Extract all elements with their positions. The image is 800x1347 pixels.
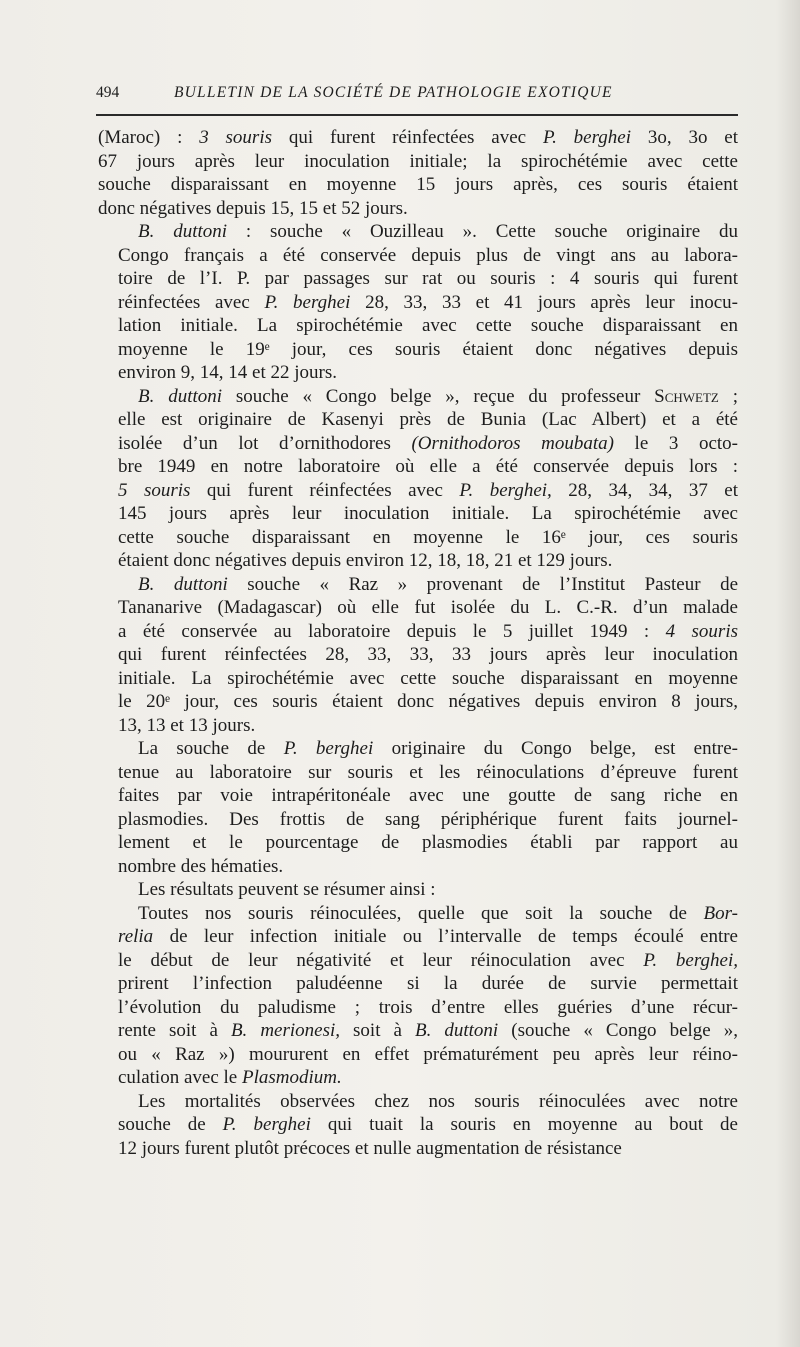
text-segment: (souche « Congo belge », (498, 1020, 739, 1041)
text-line (98, 479, 738, 503)
italic-text: P. berghei (542, 127, 632, 148)
italic-text: 4 souris (665, 620, 738, 642)
text-line (98, 596, 738, 620)
text-segment: Tananarive (Madagascar) où elle fut isolée du L. C.-R. d’un malade (118, 597, 738, 618)
paragraph (98, 737, 738, 878)
text-line (98, 408, 738, 432)
text-line (98, 1137, 738, 1161)
text-line (98, 361, 738, 385)
text-line (98, 126, 738, 150)
text-line (98, 855, 738, 879)
paragraph (98, 878, 738, 902)
text-segment: toire de l’I. P. par passages sur rat ou souris : 4 souris qui furent (118, 268, 738, 289)
text-segment: originaire du Congo belge, est entre- (373, 738, 738, 759)
text-line (98, 808, 738, 832)
text-segment: 13, 13 et 13 jours. (118, 714, 256, 736)
paragraph (98, 220, 738, 385)
text-line (98, 150, 738, 174)
text-segment: a été conservée au laboratoire depuis le 5 juillet 1949 : (118, 620, 666, 642)
text-segment: initiale. La spirochétémie avec cette souche disparaissant en moyenne (118, 667, 738, 689)
text-segment: lement et le pourcentage de plasmodies établi par rapport au (118, 832, 738, 853)
text-line (98, 949, 738, 973)
text-segment: cette souche disparaissant en moyenne le 16ᵉ jour, ces souris (118, 526, 738, 548)
text-segment: qui tuait la souris en moyenne au bout de (310, 1114, 738, 1135)
paragraph (98, 902, 738, 1090)
text-segment: Congo français a été conservée depuis plus de vingt ans au labora- (118, 244, 738, 266)
text-segment: 28, 33, 33 et 41 jours après leur inocu- (350, 291, 738, 313)
page-number: 494 (96, 84, 120, 101)
text-segment: souche disparaissant en moyenne 15 jours après, ces souris étaient (98, 174, 738, 195)
text-line (98, 291, 738, 315)
text-segment: Toutes nos souris réinoculées, quelle que soit la souche de (138, 902, 704, 924)
text-segment: le début de leur négativité et leur réinoculation avec (118, 949, 644, 971)
text-segment: : souche « Ouzilleau ». Cette souche originaire du (227, 221, 738, 242)
italic-text: B. duttoni (138, 221, 228, 242)
italic-text: Bor- (703, 902, 738, 924)
text-segment: plasmodies. Des frottis de sang périphérique furent faits journel- (118, 808, 738, 830)
italic-text: B. duttoni (138, 573, 228, 595)
text-line (98, 1090, 738, 1114)
paragraph (98, 1090, 738, 1161)
text-segment: étaient donc négatives depuis environ 12, 18, 18, 21 et 129 jours. (118, 550, 613, 571)
text-segment: 145 jours après leur inoculation initiale. La spirochétémie avec (118, 503, 738, 524)
text-line (98, 620, 738, 644)
text-segment: tenue au laboratoire sur souris et les réinoculations d’épreuve furent (118, 761, 738, 783)
paragraph (98, 385, 738, 573)
text-line (98, 784, 738, 808)
header-rule (96, 114, 738, 116)
text-line (98, 1019, 738, 1043)
italic-text: B. duttoni (138, 385, 223, 407)
text-line (98, 690, 738, 714)
text-segment: qui furent réinfectées avec (190, 479, 460, 501)
running-title: BULLETIN DE LA SOCIÉTÉ DE PATHOLOGIE EXOTIQUE (174, 84, 613, 101)
text-segment: isolée d’un lot d’ornithodores (118, 432, 412, 454)
text-segment: réinfectées avec (118, 291, 265, 313)
text-line (98, 925, 738, 949)
text-line (98, 761, 738, 785)
text-segment: Les résultats peuvent se résumer ainsi : (138, 879, 436, 900)
italic-text: P. berghei, (459, 479, 552, 501)
text-line (98, 526, 738, 550)
text-segment: 67 jours après leur inoculation initiale; la spirochétémie avec cette (98, 150, 738, 172)
text-segment: (Maroc) : (98, 127, 200, 148)
text-line (98, 831, 738, 855)
text-segment: La souche de (138, 738, 284, 759)
text-segment: soit à (340, 1020, 415, 1041)
text-line (98, 502, 738, 526)
text-line (98, 314, 738, 338)
text-segment: 3o, 3o et (631, 127, 739, 148)
text-line (98, 267, 738, 291)
text-line (98, 902, 738, 926)
text-segment: moyenne le 19ᵉ jour, ces souris étaient donc négatives depuis (118, 338, 738, 360)
text-segment: souche de (118, 1114, 223, 1135)
italic-text: P. berghei (264, 291, 351, 313)
text-segment: souche « Raz » provenant de l’Institut Pasteur de (227, 573, 739, 595)
text-segment: faites par voie intrapéritonéale avec une goutte de sang riche en (118, 785, 738, 806)
paragraph (98, 126, 738, 220)
text-segment: qui furent réinfectées 28, 33, 33, 33 jours après leur inoculation (118, 644, 738, 665)
italic-text: P. berghei, (643, 949, 738, 971)
text-line (98, 455, 738, 479)
text-segment: l’évolution du paludisme ; trois d’entre elles guéries d’une récur- (118, 996, 738, 1018)
italic-text: P. berghei (283, 738, 374, 759)
text-segment: de leur infection initiale ou l’intervalle de temps écoulé entre (153, 926, 738, 947)
text-line (98, 643, 738, 667)
text-segment: Schwetz (654, 385, 719, 407)
text-segment: Les mortalités observées chez nos souris réinoculées avec notre (138, 1090, 738, 1112)
text-line (98, 432, 738, 456)
text-segment: qui furent réinfectées avec (272, 127, 543, 148)
text-segment: lation initiale. La spirochétémie avec cette souche disparaissant en (118, 315, 738, 336)
text-segment: rente soit à (118, 1020, 231, 1041)
text-line (98, 996, 738, 1020)
italic-text: B. duttoni (414, 1020, 499, 1041)
italic-text: P. berghei (222, 1114, 311, 1135)
italic-text: B. merionesi, (230, 1020, 341, 1041)
text-line (98, 197, 738, 221)
text-line (98, 667, 738, 691)
text-line (98, 714, 738, 738)
text-line (98, 972, 738, 996)
text-segment: environ 9, 14, 14 et 22 jours. (118, 362, 338, 383)
paragraph (98, 573, 738, 738)
text-line (98, 1066, 738, 1090)
text-segment: prirent l’infection paludéenne si la durée de survie permettait (118, 973, 738, 994)
text-segment: elle est originaire de Kasenyi près de Bunia (Lac Albert) et a été (118, 409, 738, 430)
text-segment: donc négatives depuis 15, 15 et 52 jours. (98, 197, 408, 219)
text-segment: ; (718, 385, 738, 407)
text-segment: 28, 34, 34, 37 et (551, 479, 738, 501)
text-segment: nombre des hématies. (118, 855, 284, 877)
text-line (98, 338, 738, 362)
text-line (98, 573, 738, 597)
text-segment: 12 jours furent plutôt précoces et nulle augmentation de résistance (118, 1137, 622, 1159)
text-line (98, 1043, 738, 1067)
article-body (98, 126, 738, 1160)
text-line (98, 737, 738, 761)
italic-text: (Ornithodoros moubata) (411, 432, 614, 454)
running-header (96, 84, 738, 108)
text-segment: ou « Raz ») moururent en effet prématurément peu après leur réino- (118, 1043, 738, 1065)
text-line (98, 173, 738, 197)
text-segment: culation avec le (118, 1067, 242, 1088)
text-segment: le 20ᵉ jour, ces souris étaient donc négatives depuis environ 8 jours, (118, 691, 738, 712)
italic-text: 3 souris (199, 127, 273, 148)
text-segment: bre 1949 en notre laboratoire où elle a été conservée depuis lors : (118, 456, 738, 477)
text-line (98, 549, 738, 573)
text-segment: souche « Congo belge », reçue du professeur (222, 385, 655, 407)
text-line (98, 1113, 738, 1137)
text-line (98, 385, 738, 409)
italic-text: Plasmodium. (241, 1067, 342, 1088)
text-segment: le 3 octo- (613, 432, 738, 454)
italic-text: 5 souris (118, 479, 191, 501)
text-line (98, 220, 738, 244)
text-line (98, 878, 738, 902)
text-line (98, 244, 738, 268)
italic-text: relia (118, 926, 154, 947)
